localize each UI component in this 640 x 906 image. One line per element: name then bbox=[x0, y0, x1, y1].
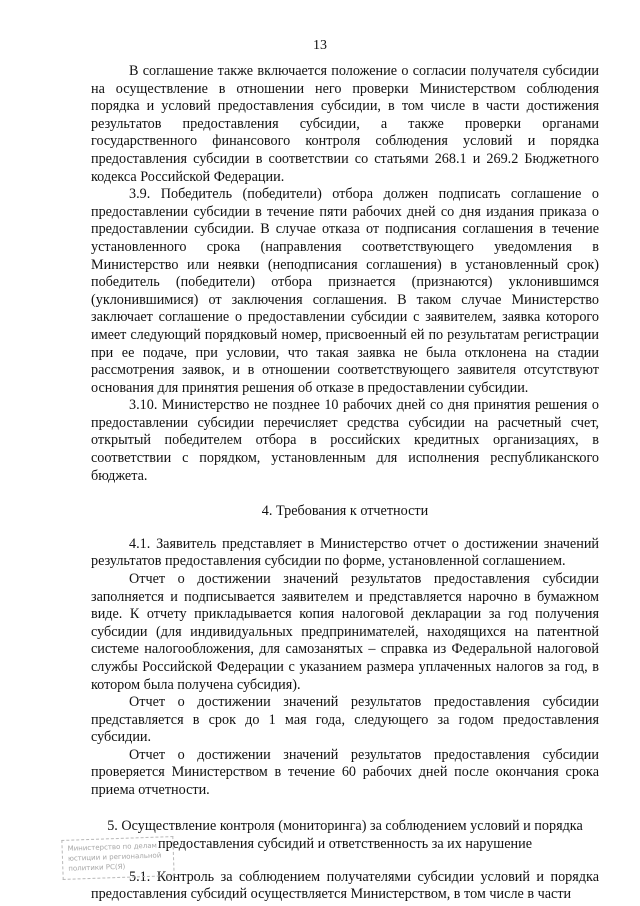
spacer bbox=[91, 800, 599, 817]
paragraph-agreement-consent: В соглашение также включается положение о согласии получателя субсидии на осуществление в отношении него проверки Министерством соблюдения порядка и условий предоставления субсидии, в том числе в части достижения результатов предоставления субсидии, а также проверки органами государственного финансового контроля соблюдения условий и порядка предоставления субсидии в соответствии со статьями 268.1 и 269.2 Бюджетного кодекса Российской Федерации. bbox=[91, 63, 599, 185]
ministry-stamp bbox=[61, 836, 174, 880]
paragraph-report-deadline: Отчет о достижении значений результатов предоставления субсидии представляется в срок до 1 мая года, следующего за годом предоставления субсидии. bbox=[91, 694, 599, 746]
paragraph-5-1: 5.1. Контроль за соблюдением получателями субсидии условий и порядка предоставления субсидий осуществляется Министерством, в том числе в части bbox=[91, 868, 599, 903]
document-body bbox=[91, 63, 599, 904]
spacer bbox=[91, 521, 599, 536]
page-number: 13 bbox=[313, 38, 327, 53]
stamp-line: Министерство по делам bbox=[67, 841, 157, 853]
paragraph-report-review: Отчет о достижении значений результатов предоставления субсидии проверяется Министерством в течение 60 рабочих дней после окончания срока приема отчетности. bbox=[91, 746, 599, 799]
section-5-heading-line2: предоставления субсидий и ответственность за их нарушение bbox=[157, 836, 532, 853]
paragraph-3-10: 3.10. Министерство не позднее 10 рабочих дней со дня принятия решения о предоставлении субсидии перечисляет средства субсидии на расчетный счет, открытый победителем отбора в российских кредитных организациях, в соответствии с порядком, установленным для исполнения республиканского бюджета. bbox=[91, 397, 599, 484]
paragraph-report-submission: Отчет о достижении значений результатов предоставления субсидии заполняется и подписывается заявителем и представляется нарочно в бумажном виде. К отчету прикладывается копия налоговой декларации за год получения субсидии (для индивидуальных предпринимателей, находящихся на патентной системе налогообложения, для самозанятых – справка из Федеральной налоговой службы Российской Федерации с указанием размера уплаченных налогов за год, в котором была получена субсидия). bbox=[91, 570, 599, 693]
stamp-line: политики РС(Я) bbox=[68, 862, 126, 873]
section-5-heading-line1: 5. Осуществление контроля (мониторинга) за соблюдением условий и порядка bbox=[107, 817, 583, 834]
section-4-heading: 4. Требования к отчетности bbox=[261, 503, 429, 520]
stamp-line: юстиции и региональной bbox=[67, 851, 162, 863]
spacer bbox=[91, 485, 599, 502]
paragraph-3-9: 3.9. Победитель (победители) отбора должен подписать соглашение о предоставлении субсидии в течение пяти рабочих дней со дня издания приказа о предоставлении субсидии. В случае отказа от подписания соглашения в течение установленного срока (направления соответствующего уведомления в Министерство или неявки (неподписания соглашения) в установленный срок) победитель (победители) отбора признается (признаются) уклонившимся (уклонившимися) от заключения соглашения. В таком случае Министерство заключает соглашение о предоставлении субсидии с заявителем, заявка которого имеет следующий порядковый номер, присвоенный ей по результатам регистрации при ее подаче, при условии, что такая заявка не была отклонена на стадии рассмотрения заявок, и в отношении соответствующего заявителя отсутствуют основания для принятия решения об отказе в предоставлении субсидии. bbox=[91, 186, 599, 396]
paragraph-4-1: 4.1. Заявитель представляет в Министерство отчет о достижении значений результатов предоставления субсидии по форме, установленной соглашением. bbox=[91, 535, 599, 570]
